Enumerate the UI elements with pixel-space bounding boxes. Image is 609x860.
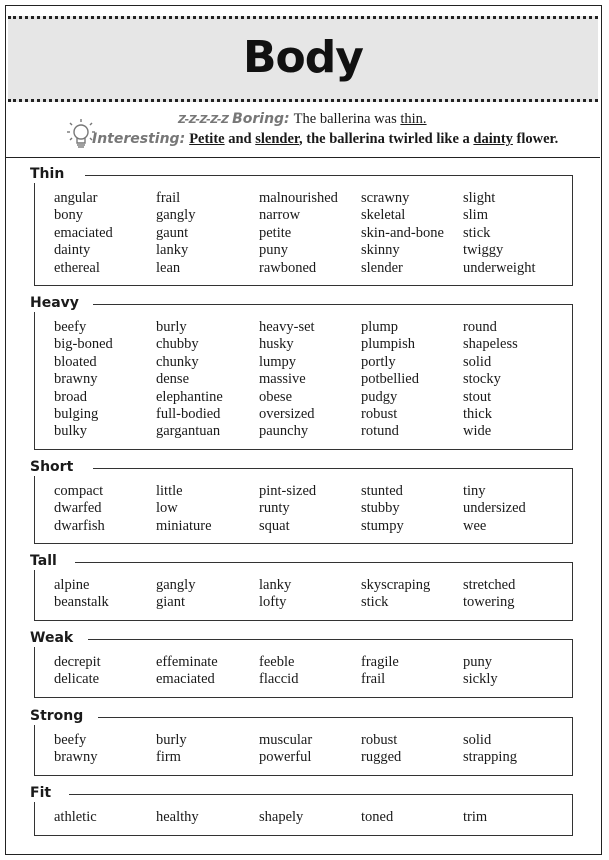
word-item: husky — [259, 336, 294, 353]
word-item: delicate — [54, 671, 100, 688]
section-rule — [75, 562, 573, 563]
word-item: puny — [463, 654, 492, 670]
word-column — [259, 483, 316, 535]
interesting-text-3: flower. — [512, 131, 559, 147]
word-item: dwarfish — [54, 517, 105, 534]
interesting-example — [92, 131, 558, 148]
boring-label: Boring: — [232, 111, 290, 127]
section-rule — [93, 304, 573, 305]
word-item: frail — [156, 190, 181, 206]
title-band — [8, 16, 598, 102]
section-tall — [30, 553, 573, 621]
word-item: elephantine — [156, 388, 223, 405]
word-column — [463, 732, 517, 767]
word-item: strapping — [463, 749, 517, 766]
word-item: slender — [361, 259, 403, 276]
word-item: robust — [361, 732, 398, 748]
word-item: wee — [463, 517, 487, 534]
section-weak — [30, 630, 573, 698]
word-item: gangly — [156, 577, 196, 593]
word-item: runty — [259, 500, 290, 517]
word-item: gangly — [156, 207, 196, 224]
word-item: angular — [54, 190, 98, 206]
word-item: burly — [156, 732, 187, 748]
word-item: muscular — [259, 732, 313, 748]
word-item: chunky — [156, 353, 199, 370]
word-item: rugged — [361, 749, 402, 766]
interesting-text-1: and — [224, 131, 256, 147]
interesting-word-1: Petite — [189, 131, 225, 147]
word-item: miniature — [156, 517, 212, 534]
word-item: skinny — [361, 242, 400, 259]
word-item: trim — [463, 809, 488, 825]
word-item: little — [156, 483, 183, 499]
section-heading: Short — [30, 458, 81, 476]
word-column — [156, 190, 195, 277]
word-item: broad — [54, 388, 88, 405]
word-item: rawboned — [259, 259, 317, 276]
interesting-text-2: , the ballerina twirled like a — [299, 131, 474, 147]
word-item: powerful — [259, 749, 312, 766]
section-heading: Strong — [30, 707, 91, 725]
word-column — [156, 654, 218, 689]
section-fit — [30, 785, 573, 836]
word-item: beefy — [54, 732, 87, 748]
interesting-label: Interesting: — [92, 131, 186, 147]
word-column — [259, 732, 312, 767]
word-item: narrow — [259, 207, 301, 224]
interesting-word-2: slender — [255, 131, 300, 147]
word-item: beefy — [54, 319, 87, 335]
word-item: firm — [156, 749, 181, 766]
word-column — [463, 654, 498, 689]
word-item: fragile — [361, 654, 399, 670]
word-item: giant — [156, 594, 185, 611]
word-item: underweight — [463, 259, 536, 276]
word-column — [156, 577, 195, 612]
page-title: Body — [243, 32, 363, 83]
section-strong — [30, 708, 573, 776]
word-item: slim — [463, 207, 488, 224]
word-item: lean — [156, 259, 181, 276]
word-item: sickly — [463, 671, 498, 688]
word-item: dainty — [54, 242, 91, 259]
word-item: ethereal — [54, 259, 100, 276]
interesting-word-3: dainty — [473, 131, 513, 147]
word-item: potbellied — [361, 371, 419, 388]
section-heading: Tall — [30, 552, 65, 570]
section-rule — [85, 175, 573, 176]
word-column — [361, 319, 419, 441]
word-item: wide — [463, 423, 492, 440]
word-item: stick — [361, 594, 389, 611]
section-rule — [93, 468, 573, 469]
word-item: lanky — [156, 242, 189, 259]
word-item: pint-sized — [259, 483, 317, 499]
word-item: bloated — [54, 353, 97, 370]
word-item: paunchy — [259, 423, 309, 440]
word-item: solid — [463, 353, 492, 370]
word-item: stumpy — [361, 517, 404, 534]
section-heading: Thin — [30, 165, 72, 183]
word-column — [463, 190, 535, 277]
word-column — [361, 809, 393, 826]
word-column — [156, 483, 212, 535]
word-item: alpine — [54, 577, 90, 593]
word-item: gargantuan — [156, 423, 221, 440]
word-item: bony — [54, 207, 83, 224]
word-item: tiny — [463, 483, 486, 499]
word-item: healthy — [156, 809, 199, 825]
word-item: towering — [463, 594, 515, 611]
word-item: toned — [361, 809, 394, 825]
word-item: malnourished — [259, 190, 338, 206]
word-item: lanky — [259, 577, 292, 593]
word-item: big-boned — [54, 336, 113, 353]
word-item: rotund — [361, 423, 399, 440]
word-item: lofty — [259, 594, 287, 611]
word-item: plumpish — [361, 336, 415, 353]
word-column — [54, 809, 97, 826]
word-item: stocky — [463, 371, 501, 388]
word-column — [259, 190, 338, 277]
section-thin — [30, 166, 573, 286]
word-item: undersized — [463, 500, 526, 517]
section-rule — [88, 639, 573, 640]
word-item: robust — [361, 405, 398, 422]
word-column — [463, 809, 487, 826]
word-item: feeble — [259, 654, 295, 670]
word-column — [54, 577, 109, 612]
word-column — [463, 483, 526, 535]
word-column — [259, 809, 303, 826]
boring-sentence: The ballerina was — [293, 111, 401, 127]
word-column — [361, 577, 430, 612]
word-item: emaciated — [156, 671, 215, 688]
word-item: skin-and-bone — [361, 224, 444, 241]
zzz-icon-text: Z-Z-Z-Z-Z — [178, 113, 229, 126]
word-item: flaccid — [259, 671, 299, 688]
word-column — [463, 319, 518, 441]
boring-example — [178, 111, 427, 128]
word-column — [54, 654, 101, 689]
word-item: skyscraping — [361, 577, 431, 593]
word-item: athletic — [54, 809, 97, 825]
word-column — [54, 483, 105, 535]
word-item: stretched — [463, 577, 516, 593]
word-item: decrepit — [54, 654, 101, 670]
word-item: pudgy — [361, 388, 398, 405]
word-item: lumpy — [259, 353, 297, 370]
word-item: portly — [361, 353, 396, 370]
word-item: chubby — [156, 336, 199, 353]
word-item: low — [156, 500, 178, 517]
word-item: skeletal — [361, 207, 406, 224]
word-column — [361, 732, 401, 767]
word-item: bulging — [54, 405, 99, 422]
example-box — [6, 102, 600, 158]
word-item: oversized — [259, 405, 315, 422]
word-item: brawny — [54, 371, 98, 388]
word-item: compact — [54, 483, 104, 499]
section-heading: Heavy — [30, 294, 87, 312]
word-item: dense — [156, 371, 190, 388]
word-item: dwarfed — [54, 500, 102, 517]
word-item: solid — [463, 732, 492, 748]
section-rule — [98, 717, 573, 718]
section-heading: Weak — [30, 629, 81, 647]
section-heading: Fit — [30, 784, 59, 802]
word-item: puny — [259, 242, 288, 259]
word-item: thick — [463, 405, 492, 422]
word-column — [54, 319, 113, 441]
word-item: stout — [463, 388, 492, 405]
word-column — [54, 732, 98, 767]
word-item: bulky — [54, 423, 88, 440]
word-item: scrawny — [361, 190, 410, 206]
word-column — [361, 190, 444, 277]
word-item: round — [463, 319, 497, 335]
word-item: plump — [361, 319, 399, 335]
boring-word: thin. — [400, 111, 427, 127]
word-column — [361, 483, 404, 535]
word-item: gaunt — [156, 224, 189, 241]
word-column — [156, 319, 223, 441]
word-item: brawny — [54, 749, 98, 766]
word-column — [259, 654, 298, 689]
word-column — [259, 577, 291, 612]
word-column — [54, 190, 113, 277]
word-item: obese — [259, 388, 293, 405]
word-item: beanstalk — [54, 594, 109, 611]
word-item: massive — [259, 371, 306, 388]
word-column — [156, 732, 187, 767]
word-item: shapeless — [463, 336, 518, 353]
word-item: slight — [463, 190, 496, 206]
word-item: stubby — [361, 500, 400, 517]
word-item: heavy-set — [259, 319, 315, 335]
word-item: emaciated — [54, 224, 113, 241]
word-item: petite — [259, 224, 292, 241]
section-short — [30, 459, 573, 544]
word-column — [463, 577, 515, 612]
word-item: stunted — [361, 483, 403, 499]
word-item: frail — [361, 671, 386, 688]
word-column — [259, 319, 315, 441]
word-item: squat — [259, 517, 290, 534]
word-item: burly — [156, 319, 187, 335]
word-item: twiggy — [463, 242, 504, 259]
word-item: stick — [463, 224, 491, 241]
word-item: full-bodied — [156, 405, 221, 422]
word-column — [361, 654, 399, 689]
word-item: shapely — [259, 809, 304, 825]
word-column — [156, 809, 199, 826]
word-item: effeminate — [156, 654, 218, 670]
section-heavy — [30, 295, 573, 450]
section-rule — [69, 794, 573, 795]
